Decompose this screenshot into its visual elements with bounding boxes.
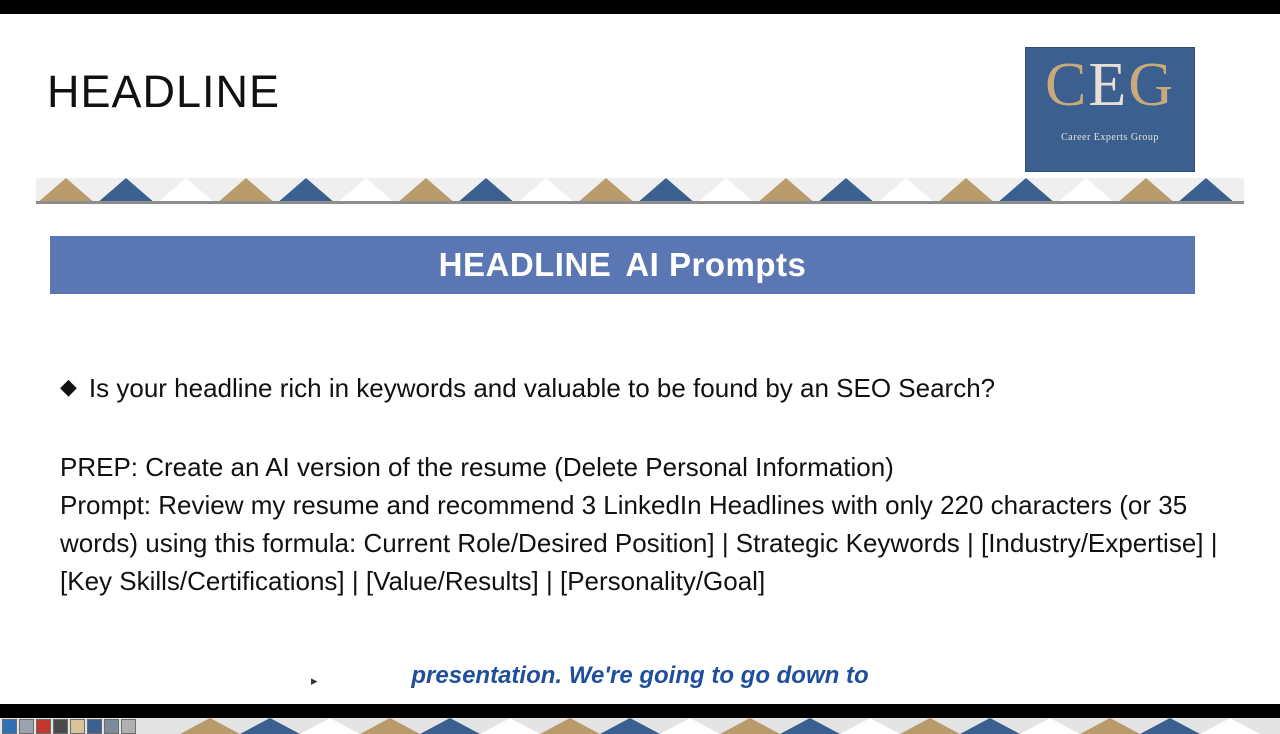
slide-canvas	[0, 14, 1280, 704]
mouse-cursor-icon: ▸	[311, 673, 318, 688]
headline-banner	[50, 236, 1195, 294]
taskbar-icon-8[interactable]	[121, 719, 136, 734]
headline-banner-text	[439, 246, 807, 284]
decorative-zigzag-band	[36, 178, 1244, 204]
taskbar-icon-1[interactable]	[2, 719, 17, 734]
logo-subtitle: Career Experts Group	[1061, 132, 1159, 143]
logo-monogram	[1026, 51, 1194, 119]
taskbar-icon-6[interactable]	[87, 719, 102, 734]
company-logo	[1025, 47, 1195, 172]
video-caption: presentation. We're going to go down to	[411, 662, 869, 689]
prompt-prep-line: PREP: Create an AI version of the resume (Delete Personal Information)	[60, 452, 894, 482]
taskbar-icon-3[interactable]	[36, 719, 51, 734]
logo-letter-g: G	[1128, 51, 1175, 119]
page-title: HEADLINE	[47, 66, 281, 117]
taskbar-icon-2[interactable]	[19, 719, 34, 734]
bottom-zigzag-icon	[0, 718, 1280, 734]
taskbar-icon-7[interactable]	[104, 719, 119, 734]
taskbar-icon-5[interactable]	[70, 719, 85, 734]
prompt-instruction-line: Prompt: Review my resume and recommend 3 LinkedIn Headlines with only 220 characters (or 35 words) using this formula: Current Role/Desired Position] | Strategic Keywords | [Industry/Expertise] | [Key Skills/Certifications] | [Value/Results] | [Personality/Goal]	[60, 490, 1218, 596]
bottom-edge-strip	[0, 718, 1280, 734]
bullet-question-text: Is your headline rich in keywords and valuable to be found by an SEO Search?	[88, 373, 996, 403]
logo-letter-e: E	[1088, 51, 1129, 119]
headline-banner-left: HEADLINE	[438, 246, 612, 283]
headline-banner-right: AI Prompts	[625, 246, 807, 283]
bullet-question	[60, 372, 1240, 406]
zigzag-pattern-icon	[36, 178, 1244, 204]
taskbar-icons[interactable]	[0, 718, 136, 734]
taskbar-icon-4[interactable]	[53, 719, 68, 734]
logo-letter-c: C	[1044, 51, 1089, 119]
diamond-bullet-icon: ◆	[60, 374, 77, 399]
prompt-body	[60, 448, 1220, 600]
